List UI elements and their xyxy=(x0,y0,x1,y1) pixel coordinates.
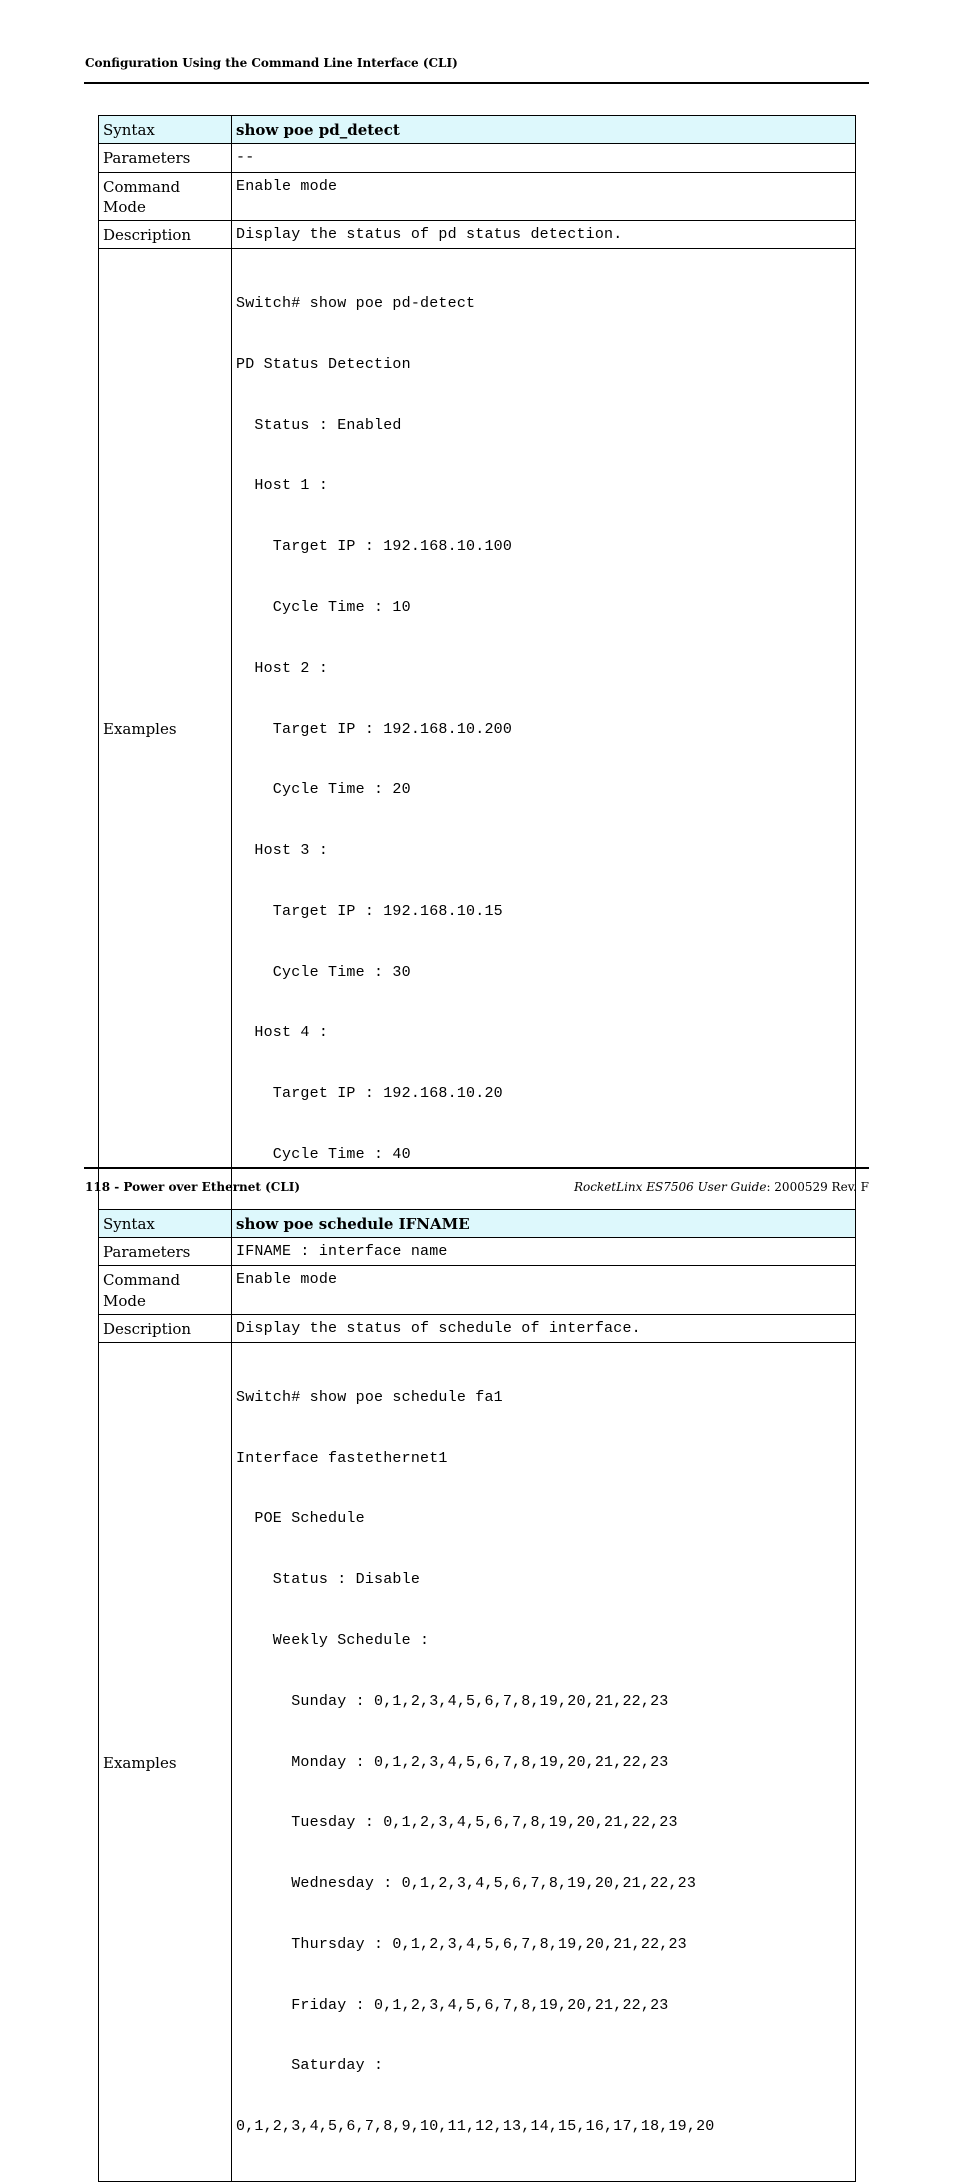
description-label: Description xyxy=(99,1314,232,1342)
example-code-block xyxy=(232,1343,856,2182)
syntax-row xyxy=(99,116,856,144)
code-line: Switch# show poe schedule fa1 xyxy=(236,1388,503,1406)
code-line: Host 1 : xyxy=(236,477,329,495)
document-number: : 2000529 Rev. F xyxy=(766,1180,869,1194)
code-line: Switch# show poe pd-detect xyxy=(236,295,476,313)
syntax-label: Syntax xyxy=(99,116,232,144)
description-row xyxy=(99,221,856,249)
running-header: Configuration Using the Command Line Interface (CLI) xyxy=(85,56,458,70)
code-line: Target IP : 192.168.10.20 xyxy=(236,1085,503,1103)
code-line: PD Status Detection xyxy=(236,355,411,373)
code-line: Host 4 : xyxy=(236,1024,329,1042)
command-mode-label: Command Mode xyxy=(99,172,232,221)
syntax-value: show poe schedule IFNAME xyxy=(232,1209,856,1237)
examples-row xyxy=(99,1343,856,2182)
code-line: Status : Disable xyxy=(236,1571,421,1589)
parameters-value: -- xyxy=(232,144,856,172)
code-line: Target IP : 192.168.10.200 xyxy=(236,720,513,738)
command-mode-value: Enable mode xyxy=(232,172,856,221)
code-line: POE Schedule xyxy=(236,1510,365,1528)
footer-divider xyxy=(84,1167,869,1169)
command-mode-row xyxy=(99,172,856,221)
code-line: Interface fastethernet1 xyxy=(236,1449,448,1467)
header-divider xyxy=(84,82,869,84)
code-line: Status : Enabled xyxy=(236,416,402,434)
code-line: Host 2 : xyxy=(236,659,329,677)
parameters-label: Parameters xyxy=(99,144,232,172)
example-code-block xyxy=(232,249,856,1209)
code-line: Cycle Time : 40 xyxy=(236,1146,411,1164)
code-line: Monday : 0,1,2,3,4,5,6,7,8,19,20,21,22,23 xyxy=(236,1753,669,1771)
command-mode-row xyxy=(99,1266,856,1315)
parameters-label: Parameters xyxy=(99,1238,232,1266)
description-label: Description xyxy=(99,221,232,249)
examples-label: Examples xyxy=(99,1343,232,2182)
command-mode-label: Command Mode xyxy=(99,1266,232,1315)
code-line: Sunday : 0,1,2,3,4,5,6,7,8,19,20,21,22,23 xyxy=(236,1692,669,1710)
parameters-row xyxy=(99,1238,856,1266)
examples-row xyxy=(99,249,856,1209)
syntax-label: Syntax xyxy=(99,1209,232,1237)
examples-label: Examples xyxy=(99,249,232,1209)
code-line: Tuesday : 0,1,2,3,4,5,6,7,8,19,20,21,22,23 xyxy=(236,1814,678,1832)
document-reference-footer xyxy=(574,1180,869,1194)
code-line: Wednesday : 0,1,2,3,4,5,6,7,8,19,20,21,22,23 xyxy=(236,1875,697,1893)
code-line: Thursday : 0,1,2,3,4,5,6,7,8,19,20,21,22,23 xyxy=(236,1935,687,1953)
parameters-value: IFNAME : interface name xyxy=(232,1238,856,1266)
code-line: 0,1,2,3,4,5,6,7,8,9,10,11,12,13,14,15,16,17,18,19,20 xyxy=(236,2118,715,2136)
parameters-row xyxy=(99,144,856,172)
code-line: Target IP : 192.168.10.100 xyxy=(236,538,513,556)
code-line: Cycle Time : 20 xyxy=(236,781,411,799)
command-mode-value: Enable mode xyxy=(232,1266,856,1315)
product-guide-title: RocketLinx ES7506 User Guide xyxy=(573,1180,767,1194)
code-line: Saturday : xyxy=(236,2057,384,2075)
command-reference-table xyxy=(98,115,856,2182)
code-line: Cycle Time : 30 xyxy=(236,963,411,981)
code-line: Weekly Schedule : xyxy=(236,1632,430,1649)
code-line: Target IP : 192.168.10.15 xyxy=(236,902,503,920)
description-value: Display the status of pd status detection. xyxy=(232,221,856,249)
page-number-footer: 118 - Power over Ethernet (CLI) xyxy=(85,1180,301,1194)
description-value: Display the status of schedule of interface. xyxy=(232,1314,856,1342)
description-row xyxy=(99,1314,856,1342)
syntax-value: show poe pd_detect xyxy=(232,116,856,144)
code-line: Host 3 : xyxy=(236,842,329,860)
code-line: Cycle Time : 10 xyxy=(236,598,411,616)
code-line: Friday : 0,1,2,3,4,5,6,7,8,19,20,21,22,23 xyxy=(236,1996,669,2014)
syntax-row xyxy=(99,1209,856,1237)
